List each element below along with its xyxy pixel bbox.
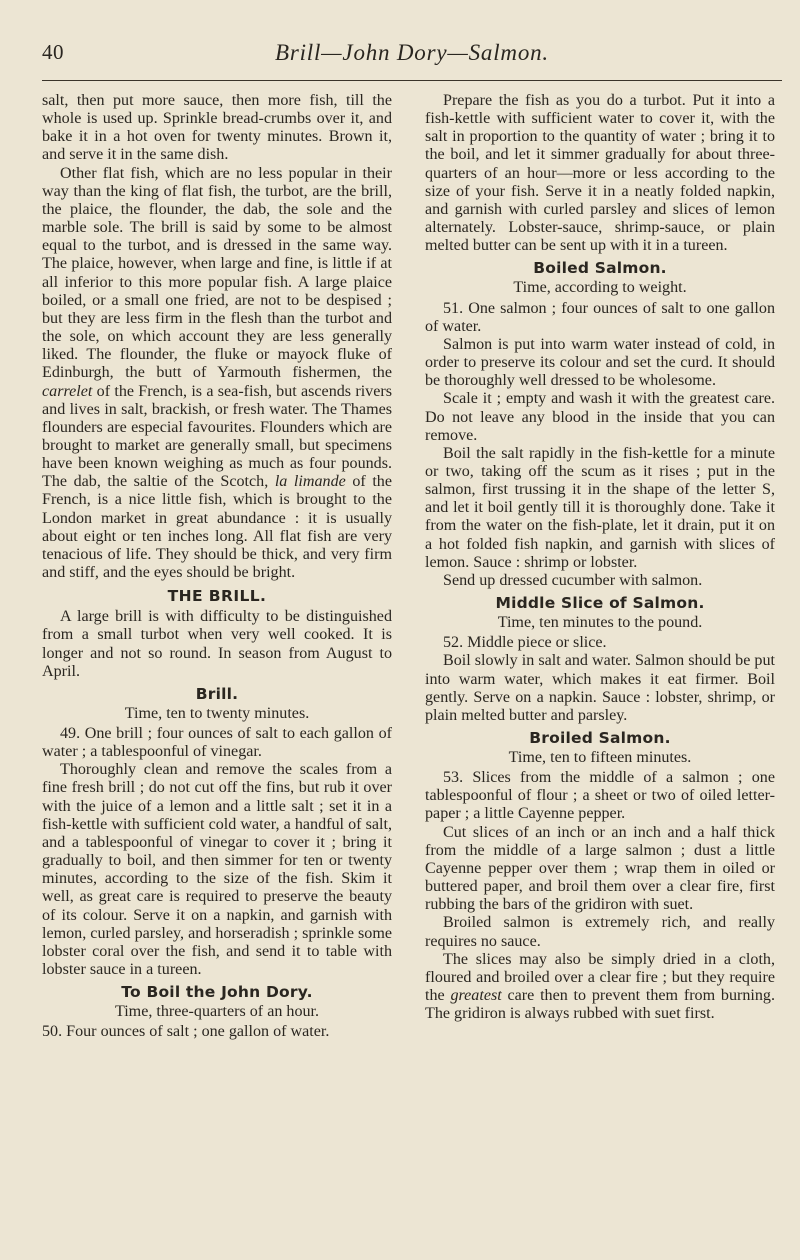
recipe-heading-brill: Brill. <box>195 684 239 703</box>
boiled-salmon-paragraph-3: Boil the salt rapidly in the fish-kettle for a minute or two, taking off the scum as it rises ; put in the salmon, first trussing it in the shape of the letter S, and let it boil gently till it is thoroughly done. Take it from the water on the fish-plate, let it drain, put it on a hot folded fish napkin, and garnish with slices of lemon. Sauce : shrimp or lobster. <box>425 444 775 571</box>
brill-intro-paragraph: A large brill is with difficulty to be distinguished from a small turbot when very well cooked. It is longer and not so round. In season from August to April. <box>42 608 392 680</box>
flat-fish-text-2: of the French, is a sea-fish, but ascends rivers and lives in salt, brackish, or fresh water. The Thames flounders are especial favourites. Flounders which are brought to market are generally small, but specimens have been known weighing as much as four pounds. The dab, the saltie of the Scotch, <box>42 382 392 491</box>
boiled-salmon-paragraph-4: Send up dressed cucumber with salmon. <box>443 571 703 589</box>
boiled-salmon-paragraph-2: Scale it ; empty and wash it with the greatest care. Do not leave any blood in the inside that you can remove. <box>425 390 775 444</box>
brill-time: Time, ten to twenty minutes. <box>124 704 310 722</box>
page-header <box>42 40 782 86</box>
greatest-term: greatest <box>450 987 502 1005</box>
broiled-salmon-paragraph-1: Cut slices of an inch or an inch and a half thick from the middle of a large salmon ; dust a little Cayenne pepper over them ; wrap them in oiled or buttered paper, and broil them over a clear fire, first rubbing the bars of the gridiron with suet. <box>425 823 775 914</box>
carrelet-term: carrelet <box>42 382 93 400</box>
broiled-salmon-ingredients: 53. Slices from the middle of a salmon ; one tablespoonful of flour ; a sheet or two of oiled letter-paper ; a little Cayenne pepper. <box>425 769 775 823</box>
brill-method: Thoroughly clean and remove the scales from a fine fresh brill ; do not cut off the fins, but rub it over with the juice of a lemon and a little salt ; set it in a fish-kettle with sufficient cold water, a handful of salt, and a tablespoonful of vinegar to cover it ; bring it gradually to boil, and then simmer for ten or twenty minutes, according to the size of the fish. Skim it well, as great care is required to preserve the beauty of its colour. Serve it on a napkin, and garnish with lemon, curled parsley, and horseradish ; sprinkle some lobster coral over the fish, and send it to table with lobster sauce in a tureen. <box>42 761 392 979</box>
broiled-text-1: The slices may also be simply dried in a cloth, floured and broiled over a clear fire ; but they require the <box>425 950 775 1005</box>
recipe-heading-middle-slice: Middle Slice of Salmon. <box>495 594 705 613</box>
header-rule <box>42 80 782 81</box>
continuation-paragraph: salt, then put more sauce, then more fish, till the whole is used up. Sprinkle bread-crumbs over it, and bake it in a hot oven for twenty minutes. Brown it, and serve it in the same dish. <box>42 92 392 164</box>
broiled-salmon-time: Time, ten to fifteen minutes. <box>508 749 692 766</box>
brill-ingredients: 49. One brill ; four ounces of salt to each gallon of water ; a tablespoonful of vinegar. <box>42 725 392 761</box>
broiled-text-2: care then to prevent them from burning. The gridiron is always rubbed with suet first. <box>425 987 775 1023</box>
limande-term: la limande <box>274 473 346 491</box>
boiled-salmon-paragraph-1: Salmon is put into warm water instead of cold, in order to preserve its colour and set the curd. It should be thoroughly well dressed to be wholesome. <box>425 335 775 390</box>
broiled-salmon-paragraph-2: Broiled salmon is extremely rich, and really requires no sauce. <box>425 914 775 950</box>
john-dory-time: Time, three-quarters of an hour. <box>114 1003 320 1021</box>
recipe-heading-john-dory: To Boil the John Dory. <box>121 983 313 1002</box>
flat-fish-text-3: of the French, is a nice little fish, which is brought to the London market in great abundance : it is usually about eight or ten inches long. All flat fish are very tenacious of life. They should be thick, and very firm and stiff, and the eyes should be bright. <box>42 473 392 582</box>
recipe-heading-broiled-salmon: Broiled Salmon. <box>529 729 671 747</box>
middle-slice-ingredients: 52. Middle piece or slice. <box>443 634 607 652</box>
middle-slice-time: Time, ten minutes to the pound. <box>497 614 703 632</box>
broiled-salmon-paragraph-3 <box>425 951 775 1024</box>
boiled-salmon-time: Time, according to weight. <box>513 279 687 297</box>
john-dory-method: Prepare the fish as you do a turbot. Put it into a fish-kettle with sufficient water to cover it, with the salt in proportion to the quantity of water ; bring it to the boil, and let it simmer gradually for about three-quarters of an hour—more or less according to the size of your fish. Serve it in a neatly folded napkin, and garnish with curled parsley and slices of lemon alternately. Lobster-sauce, shrimp-sauce, or plain melted butter can be sent up with it in a tureen. <box>425 92 775 255</box>
section-heading-the-brill: THE BRILL. <box>167 587 267 606</box>
flat-fish-paragraph <box>42 165 392 583</box>
running-title: Brill—John Dory—Salmon. <box>275 40 549 65</box>
middle-slice-paragraph: Boil slowly in salt and water. Salmon should be put into warm water, which makes it eat firmer. Boil gently. Serve on a napkin. Sauce : lobster, shrimp, or plain melted butter and parsley. <box>425 652 775 724</box>
john-dory-ingredients: 50. Four ounces of salt ; one gallon of water. <box>42 1023 330 1041</box>
page-number: 40 <box>42 40 64 64</box>
right-column <box>425 92 775 1247</box>
recipe-heading-boiled-salmon: Boiled Salmon. <box>533 259 667 278</box>
boiled-salmon-ingredients: 51. One salmon ; four ounces of salt to one gallon of water. <box>425 299 775 335</box>
flat-fish-text-1: Other flat fish, which are no less popular in their way than the king of flat fish, the turbot, are the brill, the plaice, the flounder, the dab, the sole and the marble sole. The brill is said by some to be almost equal to the turbot, and is dressed in the same way. The plaice, however, when large and fine, is little if at all inferior to this more popular fish. A large plaice boiled, or a small one fried, are not to be despised ; but they are less firm in the flesh than the turbot and the sole, on which account they are less generally liked. The flounder, the fluke or mayock fluke of Edinburgh, the butt of Yarmouth fishermen, the <box>42 164 392 382</box>
left-column <box>42 92 392 1247</box>
